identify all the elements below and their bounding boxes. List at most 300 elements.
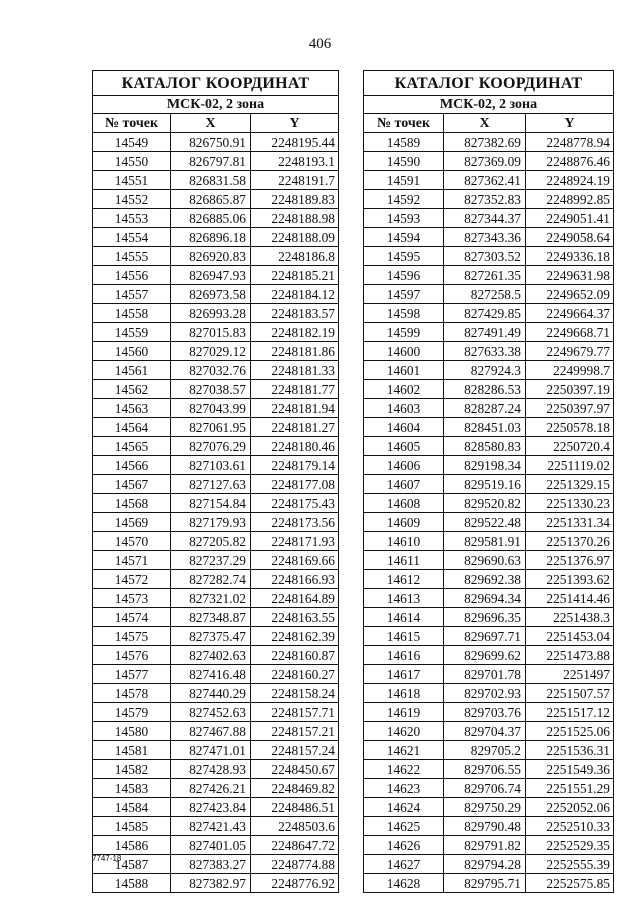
point-number-cell: 14555 [93,247,171,266]
y-coordinate-cell: 2248160.87 [251,646,339,665]
table-row [364,456,614,475]
x-coordinate-cell: 829706.55 [444,760,526,779]
coordinate-catalog-right [363,70,614,893]
x-coordinate-cell: 828580.83 [444,437,526,456]
y-coordinate-cell: 2252510.33 [526,817,614,836]
y-coordinate-cell: 2249998.7 [526,361,614,380]
x-coordinate-cell: 827491.49 [444,323,526,342]
y-coordinate-cell: 2248164.89 [251,589,339,608]
y-coordinate-cell: 2251330.23 [526,494,614,513]
point-number-cell: 14553 [93,209,171,228]
x-coordinate-cell: 827633.38 [444,342,526,361]
y-coordinate-cell: 2248166.93 [251,570,339,589]
table-row [364,513,614,532]
x-coordinate-cell: 827401.05 [171,836,251,855]
point-number-cell: 14561 [93,361,171,380]
table-row [93,323,339,342]
table-row [364,285,614,304]
y-coordinate-cell: 2251497 [526,665,614,684]
x-coordinate-cell: 826993.28 [171,304,251,323]
table-row [364,817,614,836]
x-coordinate-cell: 827348.87 [171,608,251,627]
y-coordinate-cell: 2248776.92 [251,874,339,893]
table-row [93,817,339,836]
point-number-cell: 14627 [364,855,444,874]
point-number-cell: 14578 [93,684,171,703]
point-number-cell: 14623 [364,779,444,798]
table-row [93,361,339,380]
x-coordinate-cell: 828286.53 [444,380,526,399]
table-row [93,722,339,741]
point-number-cell: 14574 [93,608,171,627]
y-coordinate-cell: 2251536.31 [526,741,614,760]
table-row [364,247,614,266]
x-coordinate-cell: 827362.41 [444,171,526,190]
point-number-cell: 14557 [93,285,171,304]
point-number-cell: 14617 [364,665,444,684]
table-row [93,285,339,304]
point-number-cell: 14551 [93,171,171,190]
y-coordinate-cell: 2248191.7 [251,171,339,190]
table-row [364,551,614,570]
point-number-cell: 14571 [93,551,171,570]
point-number-cell: 14602 [364,380,444,399]
x-coordinate-cell: 827426.21 [171,779,251,798]
point-number-cell: 14579 [93,703,171,722]
y-coordinate-cell: 2248778.94 [526,133,614,152]
point-number-cell: 14626 [364,836,444,855]
x-coordinate-cell: 827321.02 [171,589,251,608]
table-row [364,171,614,190]
x-coordinate-cell: 826865.87 [171,190,251,209]
y-coordinate-cell: 2248181.33 [251,361,339,380]
y-coordinate-cell: 2248195.44 [251,133,339,152]
y-coordinate-cell: 2248181.27 [251,418,339,437]
y-coordinate-cell: 2248188.09 [251,228,339,247]
y-coordinate-cell: 2248774.88 [251,855,339,874]
y-coordinate-cell: 2250397.19 [526,380,614,399]
table-row [364,209,614,228]
y-coordinate-cell: 2249652.09 [526,285,614,304]
x-coordinate-cell: 829692.38 [444,570,526,589]
catalog-title: КАТАЛОГ КООРДИНАТ [93,71,339,96]
table-row [364,684,614,703]
point-number-cell: 14549 [93,133,171,152]
table-row [93,874,339,893]
table-row [364,266,614,285]
table-row [93,627,339,646]
point-number-cell: 14610 [364,532,444,551]
point-number-cell: 14567 [93,475,171,494]
y-coordinate-cell: 2248486.51 [251,798,339,817]
x-coordinate-cell: 827205.82 [171,532,251,551]
table-row [364,608,614,627]
y-coordinate-cell: 2248503.6 [251,817,339,836]
point-number-cell: 14598 [364,304,444,323]
y-coordinate-cell: 2248173.56 [251,513,339,532]
table-row [93,171,339,190]
table-row [364,703,614,722]
point-number-cell: 14607 [364,475,444,494]
y-coordinate-cell: 2248177.08 [251,475,339,494]
table-row [364,570,614,589]
y-coordinate-cell: 2248157.71 [251,703,339,722]
y-coordinate-cell: 2251376.97 [526,551,614,570]
point-number-cell: 14581 [93,741,171,760]
point-number-cell: 14570 [93,532,171,551]
column-header-point-number: № точек [364,114,444,133]
table-row [364,133,614,152]
x-coordinate-cell: 829696.35 [444,608,526,627]
x-coordinate-cell: 827382.69 [444,133,526,152]
y-coordinate-cell: 2251329.15 [526,475,614,494]
table-row [93,741,339,760]
table-row [364,532,614,551]
table-row [364,779,614,798]
table-row [364,380,614,399]
table-row [364,855,614,874]
point-number-cell: 14569 [93,513,171,532]
table-row [93,133,339,152]
table-row [93,760,339,779]
table-row [364,342,614,361]
x-coordinate-cell: 829794.28 [444,855,526,874]
point-number-cell: 14562 [93,380,171,399]
point-number-cell: 14560 [93,342,171,361]
table-row [93,532,339,551]
table-row [93,475,339,494]
point-number-cell: 14628 [364,874,444,893]
y-coordinate-cell: 2248193.1 [251,152,339,171]
x-coordinate-cell: 827258.5 [444,285,526,304]
table-row [93,855,339,874]
y-coordinate-cell: 2251473.88 [526,646,614,665]
x-coordinate-cell: 827344.37 [444,209,526,228]
point-number-cell: 14589 [364,133,444,152]
x-coordinate-cell: 827375.47 [171,627,251,646]
y-coordinate-cell: 2249051.41 [526,209,614,228]
point-number-cell: 14620 [364,722,444,741]
x-coordinate-cell: 829519.16 [444,475,526,494]
point-number-cell: 14587 [93,855,171,874]
table-row [93,608,339,627]
table-row [93,551,339,570]
x-coordinate-cell: 827369.09 [444,152,526,171]
table-row [364,152,614,171]
x-coordinate-cell: 827343.36 [444,228,526,247]
y-coordinate-cell: 2250578.18 [526,418,614,437]
point-number-cell: 14619 [364,703,444,722]
column-header-x: X [444,114,526,133]
table-row [364,589,614,608]
y-coordinate-cell: 2251525.06 [526,722,614,741]
point-number-cell: 14603 [364,399,444,418]
y-coordinate-cell: 2251414.46 [526,589,614,608]
catalog-zone: МСК-02, 2 зона [93,96,339,114]
point-number-cell: 14596 [364,266,444,285]
point-number-cell: 14550 [93,152,171,171]
table-row [364,228,614,247]
table-row [93,209,339,228]
x-coordinate-cell: 828287.24 [444,399,526,418]
table-row [93,646,339,665]
y-coordinate-cell: 2251393.62 [526,570,614,589]
table-row [364,494,614,513]
x-coordinate-cell: 827015.83 [171,323,251,342]
point-number-cell: 14585 [93,817,171,836]
point-number-cell: 14591 [364,171,444,190]
x-coordinate-cell: 827038.57 [171,380,251,399]
point-number-cell: 14565 [93,437,171,456]
y-coordinate-cell: 2248183.57 [251,304,339,323]
y-coordinate-cell: 2248469.82 [251,779,339,798]
y-coordinate-cell: 2248924.19 [526,171,614,190]
table-row [364,646,614,665]
table-row [93,437,339,456]
point-number-cell: 14606 [364,456,444,475]
x-coordinate-cell: 829750.29 [444,798,526,817]
table-row [364,304,614,323]
y-coordinate-cell: 2248179.14 [251,456,339,475]
table-row [93,342,339,361]
y-coordinate-cell: 2248181.86 [251,342,339,361]
x-coordinate-cell: 827467.88 [171,722,251,741]
y-coordinate-cell: 2248175.43 [251,494,339,513]
y-coordinate-cell: 2252052.06 [526,798,614,817]
point-number-cell: 14584 [93,798,171,817]
y-coordinate-cell: 2252575.85 [526,874,614,893]
point-number-cell: 14580 [93,722,171,741]
table-row [93,399,339,418]
page-number: 406 [308,36,332,52]
x-coordinate-cell: 827282.74 [171,570,251,589]
x-coordinate-cell: 827423.84 [171,798,251,817]
table-row [93,684,339,703]
column-header-point-number: № точек [93,114,171,133]
catalog-zone: МСК-02, 2 зона [364,96,614,114]
table-row [93,456,339,475]
y-coordinate-cell: 2249668.71 [526,323,614,342]
y-coordinate-cell: 2249679.77 [526,342,614,361]
y-coordinate-cell: 2248185.21 [251,266,339,285]
y-coordinate-cell: 2248184.12 [251,285,339,304]
x-coordinate-cell: 826947.93 [171,266,251,285]
y-coordinate-cell: 2248163.55 [251,608,339,627]
y-coordinate-cell: 2248182.19 [251,323,339,342]
point-number-cell: 14577 [93,665,171,684]
x-coordinate-cell: 827452.63 [171,703,251,722]
point-number-cell: 14556 [93,266,171,285]
x-coordinate-cell: 826896.18 [171,228,251,247]
x-coordinate-cell: 826831.58 [171,171,251,190]
x-coordinate-cell: 827127.63 [171,475,251,494]
y-coordinate-cell: 2249664.37 [526,304,614,323]
coordinate-catalog-left [92,70,339,893]
point-number-cell: 14592 [364,190,444,209]
x-coordinate-cell: 829690.63 [444,551,526,570]
x-coordinate-cell: 829790.48 [444,817,526,836]
point-number-cell: 14583 [93,779,171,798]
point-number-cell: 14582 [93,760,171,779]
point-number-cell: 14621 [364,741,444,760]
table-row [93,247,339,266]
table-row [93,570,339,589]
y-coordinate-cell: 2248181.94 [251,399,339,418]
table-row [364,722,614,741]
point-number-cell: 14611 [364,551,444,570]
y-coordinate-cell: 2252555.39 [526,855,614,874]
y-coordinate-cell: 2248992.85 [526,190,614,209]
point-number-cell: 14597 [364,285,444,304]
point-number-cell: 14615 [364,627,444,646]
y-coordinate-cell: 2248169.66 [251,551,339,570]
x-coordinate-cell: 827179.93 [171,513,251,532]
x-coordinate-cell: 829703.76 [444,703,526,722]
point-number-cell: 14559 [93,323,171,342]
y-coordinate-cell: 2248162.39 [251,627,339,646]
x-coordinate-cell: 826973.58 [171,285,251,304]
point-number-cell: 14601 [364,361,444,380]
table-row [93,836,339,855]
y-coordinate-cell: 2248180.46 [251,437,339,456]
x-coordinate-cell: 829520.82 [444,494,526,513]
x-coordinate-cell: 826920.83 [171,247,251,266]
document-code: 7747-18 [92,854,122,863]
table-row [364,874,614,893]
x-coordinate-cell: 826797.81 [171,152,251,171]
table-row [93,779,339,798]
x-coordinate-cell: 827154.84 [171,494,251,513]
column-header-x: X [171,114,251,133]
x-coordinate-cell: 827061.95 [171,418,251,437]
y-coordinate-cell: 2248876.46 [526,152,614,171]
y-coordinate-cell: 2250397.97 [526,399,614,418]
x-coordinate-cell: 829694.34 [444,589,526,608]
y-coordinate-cell: 2251549.36 [526,760,614,779]
y-coordinate-cell: 2248181.77 [251,380,339,399]
table-row [364,399,614,418]
table-row [364,418,614,437]
table-row [93,304,339,323]
catalog-title: КАТАЛОГ КООРДИНАТ [364,71,614,96]
table-row [93,798,339,817]
point-number-cell: 14593 [364,209,444,228]
table-row [364,665,614,684]
table-row [93,380,339,399]
point-number-cell: 14625 [364,817,444,836]
point-number-cell: 14563 [93,399,171,418]
y-coordinate-cell: 2250720.4 [526,437,614,456]
point-number-cell: 14622 [364,760,444,779]
y-coordinate-cell: 2249336.18 [526,247,614,266]
point-number-cell: 14624 [364,798,444,817]
x-coordinate-cell: 829702.93 [444,684,526,703]
x-coordinate-cell: 827029.12 [171,342,251,361]
point-number-cell: 14554 [93,228,171,247]
point-number-cell: 14594 [364,228,444,247]
point-number-cell: 14599 [364,323,444,342]
point-number-cell: 14575 [93,627,171,646]
y-coordinate-cell: 2251507.57 [526,684,614,703]
point-number-cell: 14618 [364,684,444,703]
y-coordinate-cell: 2252529.35 [526,836,614,855]
y-coordinate-cell: 2251438.3 [526,608,614,627]
y-coordinate-cell: 2248450.67 [251,760,339,779]
table-row [93,228,339,247]
table-row [93,513,339,532]
table-row [364,323,614,342]
y-coordinate-cell: 2251453.04 [526,627,614,646]
x-coordinate-cell: 829791.82 [444,836,526,855]
point-number-cell: 14552 [93,190,171,209]
point-number-cell: 14612 [364,570,444,589]
table-row [93,665,339,684]
point-number-cell: 14558 [93,304,171,323]
x-coordinate-cell: 827471.01 [171,741,251,760]
point-number-cell: 14605 [364,437,444,456]
point-number-cell: 14564 [93,418,171,437]
table-row [364,361,614,380]
point-number-cell: 14613 [364,589,444,608]
y-coordinate-cell: 2248158.24 [251,684,339,703]
point-number-cell: 14600 [364,342,444,361]
table-row [93,703,339,722]
x-coordinate-cell: 826885.06 [171,209,251,228]
x-coordinate-cell: 827076.29 [171,437,251,456]
x-coordinate-cell: 827924.3 [444,361,526,380]
y-coordinate-cell: 2248160.27 [251,665,339,684]
x-coordinate-cell: 829581.91 [444,532,526,551]
y-coordinate-cell: 2248157.21 [251,722,339,741]
y-coordinate-cell: 2248171.93 [251,532,339,551]
point-number-cell: 14616 [364,646,444,665]
x-coordinate-cell: 827421.43 [171,817,251,836]
point-number-cell: 14604 [364,418,444,437]
x-coordinate-cell: 827043.99 [171,399,251,418]
table-row [364,798,614,817]
table-row [364,190,614,209]
x-coordinate-cell: 829705.2 [444,741,526,760]
point-number-cell: 14614 [364,608,444,627]
table-row [93,190,339,209]
x-coordinate-cell: 827103.61 [171,456,251,475]
x-coordinate-cell: 827352.83 [444,190,526,209]
x-coordinate-cell: 827382.97 [171,874,251,893]
point-number-cell: 14576 [93,646,171,665]
x-coordinate-cell: 827428.93 [171,760,251,779]
x-coordinate-cell: 829198.34 [444,456,526,475]
x-coordinate-cell: 829704.37 [444,722,526,741]
table-row [93,266,339,285]
x-coordinate-cell: 829522.48 [444,513,526,532]
x-coordinate-cell: 827429.85 [444,304,526,323]
y-coordinate-cell: 2249631.98 [526,266,614,285]
y-coordinate-cell: 2248188.98 [251,209,339,228]
table-row [93,494,339,513]
y-coordinate-cell: 2248186.8 [251,247,339,266]
x-coordinate-cell: 829697.71 [444,627,526,646]
point-number-cell: 14595 [364,247,444,266]
table-row [364,437,614,456]
table-row [364,627,614,646]
point-number-cell: 14586 [93,836,171,855]
point-number-cell: 14568 [93,494,171,513]
x-coordinate-cell: 826750.91 [171,133,251,152]
point-number-cell: 14572 [93,570,171,589]
table-row [93,418,339,437]
x-coordinate-cell: 829701.78 [444,665,526,684]
x-coordinate-cell: 827237.29 [171,551,251,570]
